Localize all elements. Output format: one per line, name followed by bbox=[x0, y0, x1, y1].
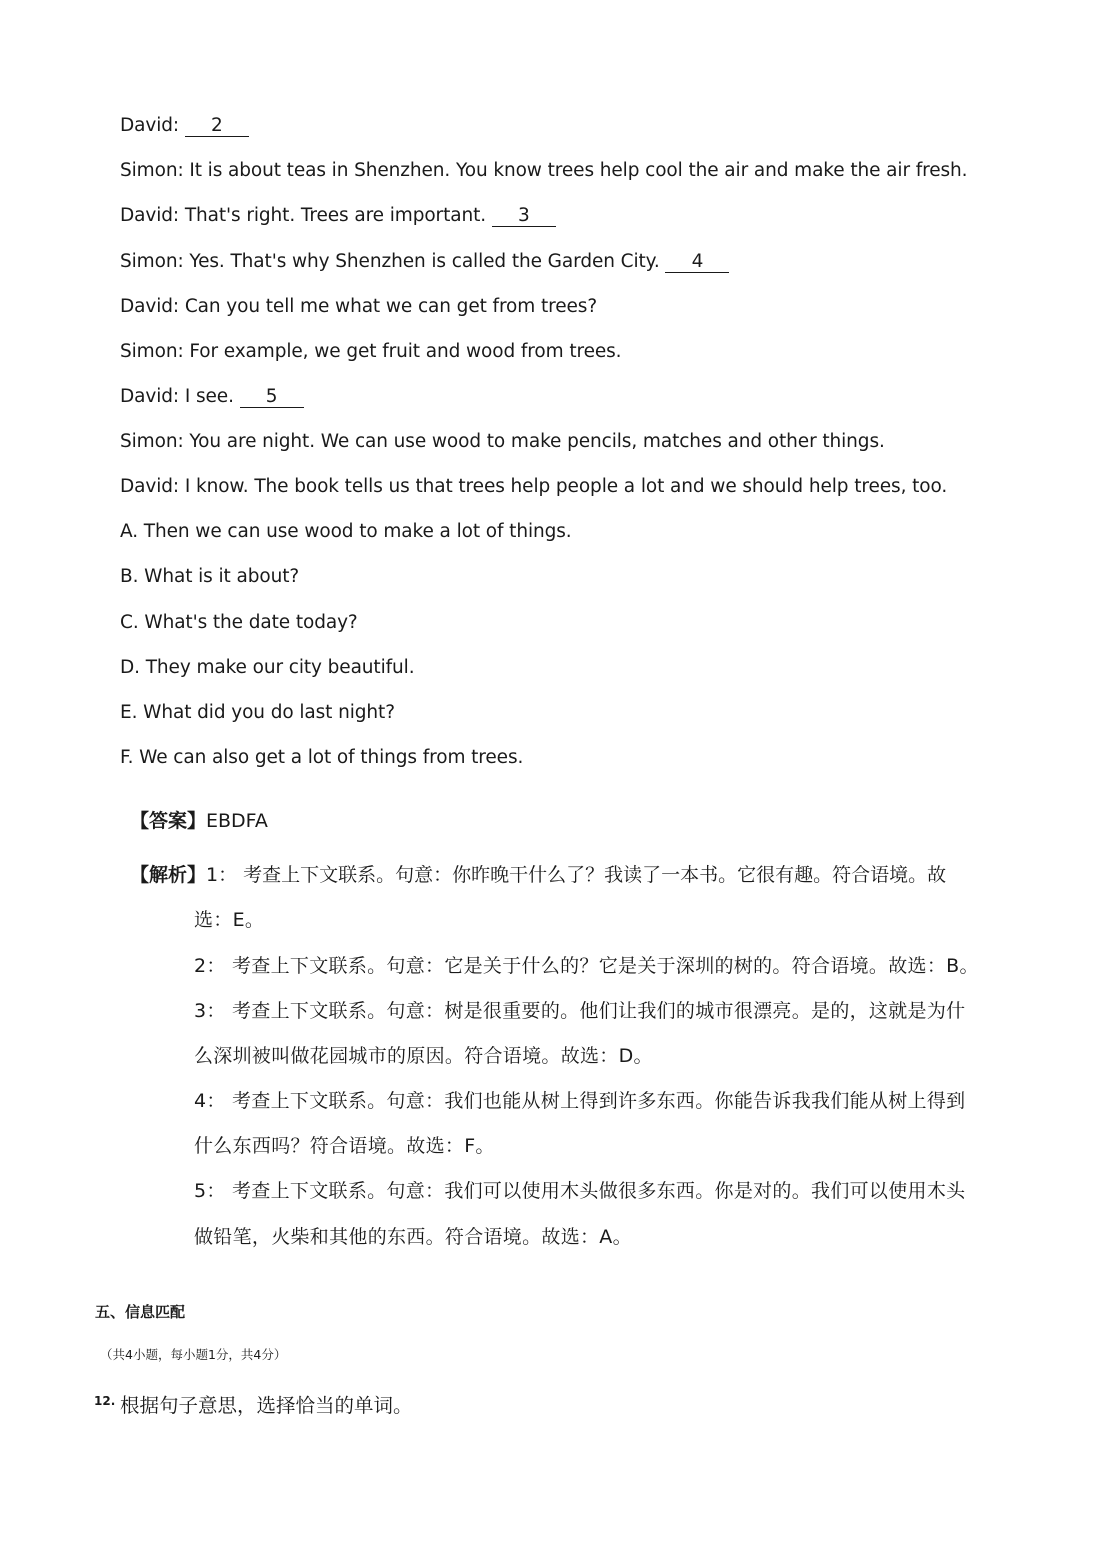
analysis-line: 么深圳被叫做花园城市的原因。符合语境。故选：D。 bbox=[194, 1045, 653, 1067]
analysis-line: 什么东西吗？符合语境。故选：F。 bbox=[194, 1135, 495, 1157]
blank-2: 2 bbox=[185, 116, 249, 137]
option-e: E. What did you do last night? bbox=[120, 702, 395, 723]
analysis-tag: 【解析】 bbox=[130, 864, 207, 886]
blank-3: 3 bbox=[492, 206, 556, 227]
dialogue-speaker-text: David: bbox=[120, 115, 185, 136]
dialogue-line-3 bbox=[120, 204, 556, 228]
analysis-line: 4： 考查上下文联系。句意：我们也能从树上得到许多东西。你能告诉我我们能从树上得到 bbox=[194, 1090, 966, 1112]
option-c: C. What's the date today? bbox=[120, 612, 358, 633]
blank-5: 5 bbox=[240, 387, 304, 408]
analysis-line: 3： 考查上下文联系。句意：树是很重要的。他们让我们的城市很漂亮。是的，这就是为什 bbox=[194, 1000, 966, 1022]
dialogue-line-1 bbox=[120, 114, 249, 138]
dialogue-line-5: David: Can you tell me what we can get from trees? bbox=[120, 296, 598, 317]
analysis-text: 1： 考查上下文联系。句意：你昨晚干什么了？我读了一本书。它很有趣。符合语境。故 bbox=[206, 864, 947, 886]
option-b: B. What is it about? bbox=[120, 566, 300, 587]
option-f: F. We can also get a lot of things from trees. bbox=[120, 747, 524, 768]
dialogue-line-4 bbox=[120, 250, 729, 274]
dialogue-speaker-text: Simon: Yes. That's why Shenzhen is called the Garden City. bbox=[120, 251, 666, 272]
analysis-line: 2： 考查上下文联系。句意：它是关于什么的？它是关于深圳的树的。符合语境。故选：B。 bbox=[194, 955, 979, 977]
analysis-first-line bbox=[130, 862, 946, 888]
question-number: 12. bbox=[94, 1394, 116, 1408]
analysis-line: 选：E。 bbox=[194, 909, 265, 931]
question-text: 根据句子意思，选择恰当的单词。 bbox=[120, 1394, 413, 1417]
dialogue-line-2: Simon: It is about teas in Shenzhen. You know trees help cool the air and make the air fresh. bbox=[120, 160, 968, 181]
analysis-line: 做铅笔，火柴和其他的东西。符合语境。故选：A。 bbox=[194, 1226, 632, 1248]
dialogue-line-8: Simon: You are night. We can use wood to make pencils, matches and other things. bbox=[120, 431, 885, 452]
answer-row bbox=[130, 808, 268, 834]
dialogue-speaker-text: David: I see. bbox=[120, 386, 240, 407]
answer-value: EBDFA bbox=[206, 810, 268, 832]
section-subtitle: （共4小题，每小题1分，共4分） bbox=[100, 1347, 287, 1362]
dialogue-line-9: David: I know. The book tells us that trees help people a lot and we should help trees, too. bbox=[120, 476, 948, 497]
dialogue-line-7 bbox=[120, 385, 304, 409]
answer-tag: 【答案】 bbox=[130, 810, 207, 832]
section-title: 五、信息匹配 bbox=[95, 1303, 186, 1321]
option-d: D. They make our city beautiful. bbox=[120, 657, 415, 678]
dialogue-speaker-text: David: That's right. Trees are important. bbox=[120, 205, 492, 226]
analysis-line: 5： 考查上下文联系。句意：我们可以使用木头做很多东西。你是对的。我们可以使用木头 bbox=[194, 1180, 966, 1202]
option-a: A. Then we can use wood to make a lot of things. bbox=[120, 521, 572, 542]
dialogue-line-6: Simon: For example, we get fruit and wood from trees. bbox=[120, 341, 622, 362]
blank-4: 4 bbox=[665, 252, 729, 273]
